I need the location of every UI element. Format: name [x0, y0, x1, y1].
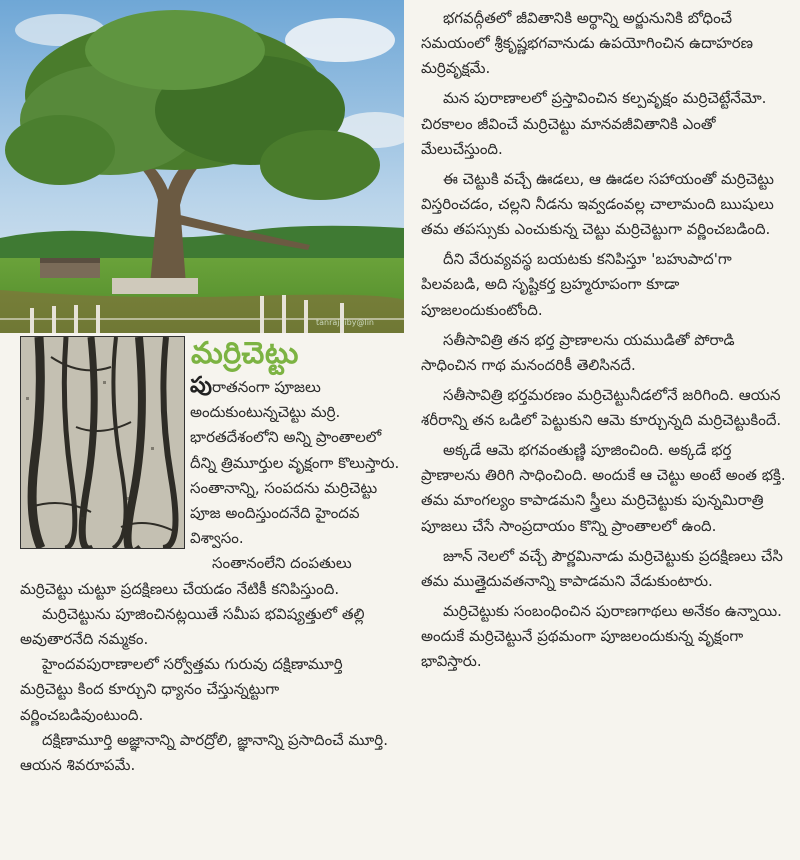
drop-cap: పు: [190, 373, 212, 398]
right-paragraph-3: ఈ చెట్టుకి వచ్చే ఊడలు, ఆ ఊడల సహాయంతో మర్రిచెట్టు విస్తరించడం, చల్లని నీడను ఇవ్వడంవల్ల చాలామంది ఋషులు తమ తపస్సుకు ఎంచుకున్న చెట్టు మర్రిచెట్టుగా వర్ణించబడింది.: [421, 169, 774, 239]
right-paragraph-7: అక్కడే ఆమె భగవంతుణ్ణి పూజించింది. అక్కడే భర్త ప్రాణాలను తిరిగి సాధించింది. అందుకే ఆ చెట్టు అంటే అంత భక్తి. తమ మాంగల్యం కాపాడమని స్త్రీలు మర్రిచెట్టుకు పున్నమిరాత్రి పూజలు చేసే సాంప్రదాయం కొన్ని ప్రాంతాలలో ఉంది.: [421, 441, 786, 535]
right-paragraph-9: మర్రిచెట్టుకు సంబంధించిన పురాణగాథలు అనేకం ఉన్నాయి. అందుకే మర్రిచెట్టునే ప్రథమంగా పూజలందుకున్న వృక్షంగా భావిస్తారు.: [421, 601, 782, 671]
right-paragraph-5: సతీసావిత్రి తన భర్త ప్రాణాలను యముడితో పోరాడి సాధించిన గాథ మనందరికీ తెలిసినదే.: [421, 330, 735, 374]
right-column: [421, 6, 789, 679]
right-paragraph-2: మన పురాణాలలో ప్రస్తావించిన కల్పవృక్షం మర్రిచెట్టేనేమో. చిరకాలం జీవించే మర్రిచెట్టు మానవజీవితానికి ఎంతో మేలుచేస్తుంది.: [421, 89, 767, 158]
image-wrap-space: [20, 373, 190, 555]
left-paragraph-2: సంతానంలేని దంపతులు మర్రిచెట్టు చుట్టూ ప్రదక్షిణలు చేయడం నేటికీ కనిపిస్తుంది.: [20, 554, 352, 598]
right-paragraph-1: భగవద్గీతలో జీవితానికి అర్థాన్ని అర్జునునికి బోధించే సమయంలో శ్రీకృష్ణభగవానుడు ఉపయోగించిన ఉదాహరణ మర్రివృక్షమే.: [421, 9, 754, 78]
right-paragraph-4: దీని వేరువ్యవస్థ బయటకు కనిపిస్తూ 'బహుపాద'గా పిలవబడి, అది సృష్టికర్త బ్రహ్మరూపంగా కూడా పూజలందుకుంటోంది.: [421, 250, 732, 319]
article-title: మర్రిచెట్టు: [191, 336, 299, 371]
banyan-tree-photo: [0, 0, 404, 333]
photo-credit: tanrajaiby@lin: [316, 318, 374, 327]
right-paragraph-8: జూన్ నెలలో వచ్చే పౌర్ణమినాడు మర్రిచెట్టుకు ప్రదక్షిణలు చేసి తమ ముత్తైదువతనాన్ని కాపాడమని వేడుకుంటారు.: [421, 546, 783, 590]
left-column: [20, 373, 400, 778]
left-paragraph-5: దక్షిణామూర్తి అజ్ఞానాన్ని పారద్రోలి, జ్ఞానాన్ని ప్రసాదించే మూర్తి. ఆయన శివరూపమే.: [20, 730, 388, 775]
left-paragraph-3: మర్రిచెట్టును పూజించినట్లయితే సమీప భవిష్యత్తులో తల్లి అవుతారనేది నమ్మకం.: [20, 604, 365, 649]
left-paragraph-1: పురాతనంగా పూజలు అందుకుంటున్నచెట్టు మర్రి. భారతదేశంలోని అన్ని ప్రాంతాలలో దీన్ని త్రిమూర్తుల వృక్షంగా కొలుస్తారు. సంతానాన్ని, సంపదను మర్రిచెట్టు పూజ అందిస్తుందనేది హైందవ విశ్వాసం.: [190, 373, 400, 548]
right-paragraph-6: సతీసావిత్రి భర్తమరణం మర్రిచెట్టునీడలోనే జరిగింది. ఆయన శరీరాన్ని తన ఒడిలో పెట్టుకుని ఆమె కూర్చున్నది మర్రిచెట్టుకిందే.: [421, 385, 782, 430]
left-paragraph-4: హైందవపురాణాలలో సర్వోత్తమ గురువు దక్షిణామూర్తి మర్రిచెట్టు కింద కూర్చుని ధ్యానం చేస్తున్నట్టుగా వర్ణించబడివుంటుంది.: [20, 655, 343, 724]
